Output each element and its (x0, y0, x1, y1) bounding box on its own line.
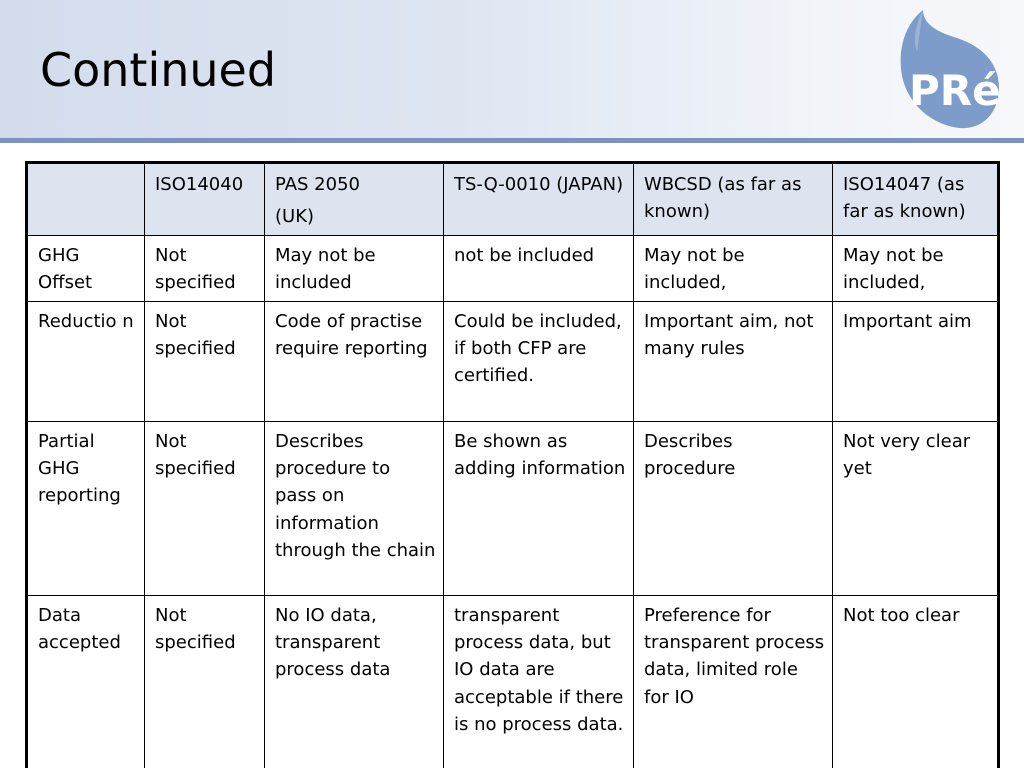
header-cell-pas2050 (265, 163, 444, 236)
header-pas2050-line2: (UK) (275, 206, 315, 228)
table-cell: May not be included (265, 235, 444, 301)
table-cell: Could be included, if both CFP are certified. (444, 301, 634, 421)
row-label-cell: GHG Offset (27, 235, 145, 301)
table-cell: Important aim, not many rules (634, 301, 833, 421)
header-divider (0, 138, 1024, 143)
header-cell-wbcsd: WBCSD (as far as known) (634, 163, 833, 236)
table-cell: Not specified (145, 421, 265, 595)
row-label-cell: Partial GHG reporting (27, 421, 145, 595)
table-header-row (27, 163, 999, 236)
logo-text: PRé (909, 66, 1001, 115)
table-cell: No IO data, transparent process data (265, 595, 444, 768)
header-cell-iso14047: ISO14047 (as far as known) (833, 163, 999, 236)
table-cell: May not be included, (634, 235, 833, 301)
table-cell: Not very clear yet (833, 421, 999, 595)
header-cell-tsq0010: TS-Q-0010 (JAPAN) (444, 163, 634, 236)
table-cell: May not be included, (833, 235, 999, 301)
table-cell: Not specified (145, 595, 265, 768)
table-cell: Important aim (833, 301, 999, 421)
table-row (27, 235, 999, 301)
table-cell: Be shown as adding information (444, 421, 634, 595)
header-cell-iso14040: ISO14040 (145, 163, 265, 236)
table-cell: Code of practise require reporting (265, 301, 444, 421)
header-cell-empty (27, 163, 145, 236)
table-cell: Describes procedure (634, 421, 833, 595)
comparison-table (25, 161, 1000, 768)
slide-title: Continued (40, 43, 277, 97)
table-row (27, 595, 999, 768)
row-label-cell: Reductio n (27, 301, 145, 421)
table-cell: transparent process data, but IO data are acceptable if there is no process data. (444, 595, 634, 768)
header-pas2050-line1: PAS 2050 (275, 174, 360, 195)
table-cell: Not too clear (833, 595, 999, 768)
table-cell: Not specified (145, 235, 265, 301)
row-label-cell: Data accepted (27, 595, 145, 768)
table-row (27, 421, 999, 595)
table-row (27, 301, 999, 421)
table-cell: Not specified (145, 301, 265, 421)
table-cell: not be included (444, 235, 634, 301)
table-cell: Describes procedure to pass on information through the chain (265, 421, 444, 595)
table-cell: Preference for transparent process data, limited role for IO (634, 595, 833, 768)
comparison-table-container (25, 161, 1000, 768)
pre-logo-icon (893, 6, 1001, 130)
